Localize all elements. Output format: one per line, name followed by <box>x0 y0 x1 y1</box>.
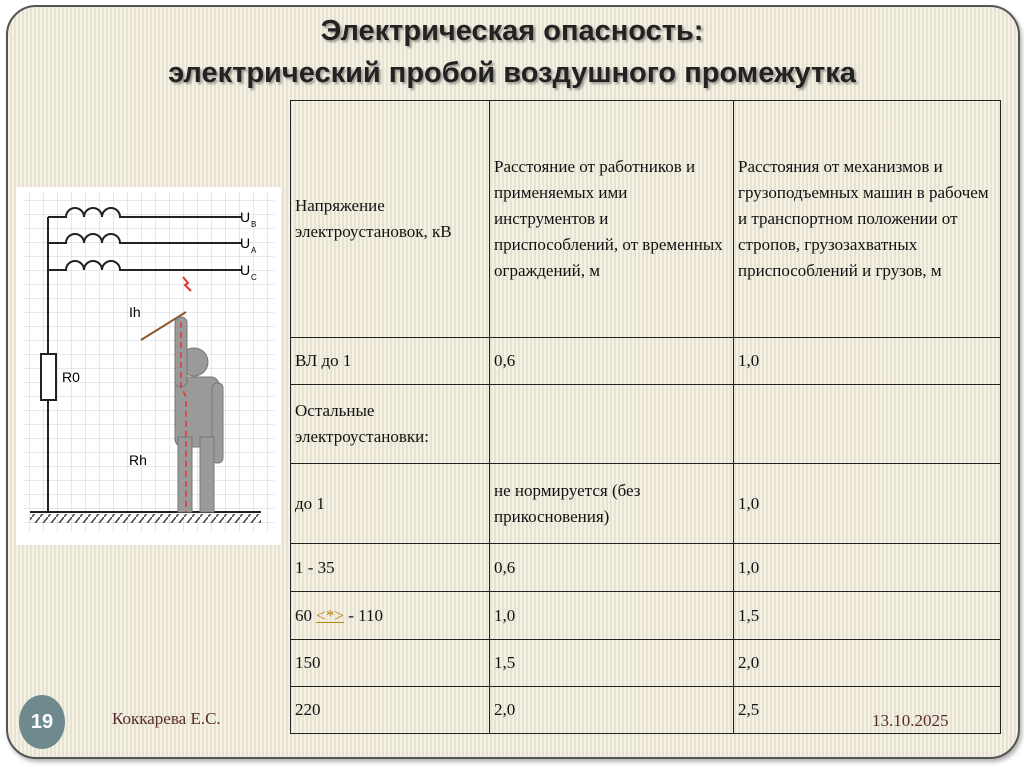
table-header-row <box>291 101 1001 338</box>
table-cell <box>490 385 734 464</box>
header-cell: Расстояния от механизмов и грузоподъемных машин в рабочем и транспортном положении от стропов, грузозахватных приспособлений и грузов, м <box>734 101 1001 338</box>
distance-table <box>290 100 1001 734</box>
table-cell: 0,6 <box>490 338 734 385</box>
table-cell <box>291 592 490 640</box>
table-cell: 2,0 <box>490 687 734 734</box>
table-cell: 1,0 <box>734 544 1001 592</box>
circuit-diagram <box>16 187 281 545</box>
svg-text:C: C <box>251 273 257 282</box>
svg-text:Rh: Rh <box>129 452 147 468</box>
table-cell: 1,0 <box>490 592 734 640</box>
date-label: 13.10.2025 <box>872 711 949 730</box>
cell-text: - 110 <box>343 605 383 625</box>
table-cell: 1,5 <box>734 592 1001 640</box>
title-line-1: Электрическая опасность: <box>320 15 704 47</box>
table-cell: 150 <box>291 640 490 687</box>
author-label: Коккарева Е.С. <box>112 709 221 728</box>
table-row <box>291 592 1001 640</box>
table-row <box>291 544 1001 592</box>
title-line-2: электрический пробой воздушного промежутка <box>168 57 856 89</box>
ground-icon <box>30 514 261 523</box>
svg-text:Ih: Ih <box>129 304 141 320</box>
table-cell: Остальные электроустановки: <box>291 385 490 464</box>
table-row <box>291 338 1001 385</box>
table-cell: 1,5 <box>490 640 734 687</box>
table-cell: 2,5 <box>734 687 1001 734</box>
header-cell: Напряжение электроустановок, кВ <box>291 101 490 338</box>
slide-title <box>0 10 1024 94</box>
svg-text:U: U <box>240 262 251 278</box>
table-cell: 1,0 <box>734 338 1001 385</box>
table-row <box>291 385 1001 464</box>
table-row <box>291 640 1001 687</box>
table-cell: 0,6 <box>490 544 734 592</box>
svg-text:U: U <box>240 235 251 251</box>
table-cell: 220 <box>291 687 490 734</box>
cell-text: 60 <box>295 605 317 625</box>
table-cell: до 1 <box>291 464 490 544</box>
svg-text:A: A <box>251 246 257 255</box>
table-cell: не нормируется (без прикосновения) <box>490 464 734 544</box>
footnote-link[interactable]: <*> <box>316 605 344 625</box>
svg-text:R0: R0 <box>62 369 80 385</box>
table-row <box>291 464 1001 544</box>
slide-number-badge: 19 <box>19 695 65 749</box>
table-cell: 1 - 35 <box>291 544 490 592</box>
table-cell: 2,0 <box>734 640 1001 687</box>
svg-text:B: B <box>251 220 257 229</box>
svg-text:U: U <box>240 209 251 225</box>
header-cell: Расстояние от работников и применяемых ими инструментов и приспособлений, от временных ограждений, м <box>490 101 734 338</box>
table-cell: ВЛ до 1 <box>291 338 490 385</box>
table-cell <box>734 385 1001 464</box>
table-cell: 1,0 <box>734 464 1001 544</box>
